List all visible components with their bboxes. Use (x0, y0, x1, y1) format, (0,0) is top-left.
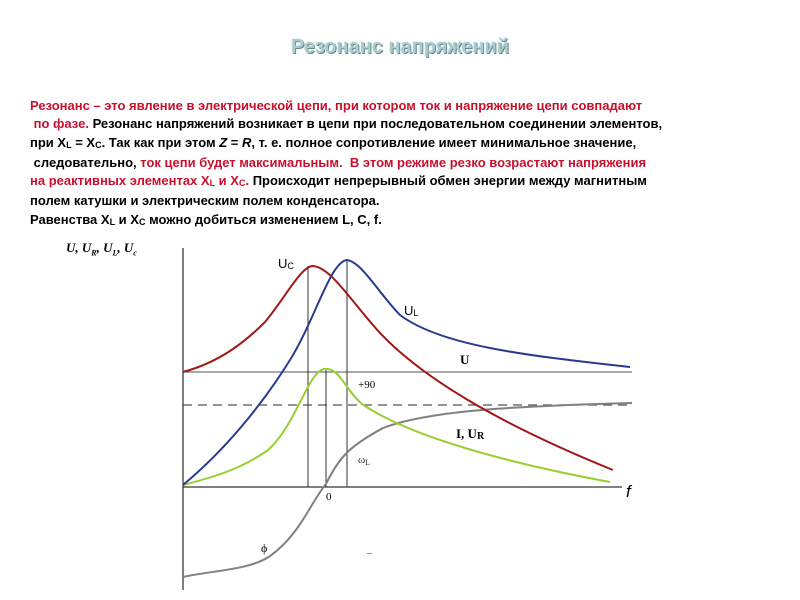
desc-l3-e: , т. е. полное сопротивление имеет минимальное значение, (251, 134, 637, 150)
desc-l7-b: и X (115, 211, 139, 227)
current-curve (183, 369, 610, 485)
desc-series-text: Резонанс напряжений возникает в цепи при последовательном соединении элементов, (92, 116, 663, 132)
desc-l3-c: . Так как при этом (101, 134, 220, 150)
desc-l3-b: = X (71, 134, 96, 150)
desc-l7-sub-l: L (109, 216, 116, 227)
desc-l3-sub-l: L (66, 139, 72, 150)
zero-label: 0 (326, 491, 332, 503)
u-label: U (460, 352, 470, 367)
omega-label: ωL (358, 454, 371, 467)
desc-l3-sub-c: C (95, 139, 102, 150)
desc-l3-a: при X (30, 134, 67, 150)
desc-l5-b: и X (215, 173, 239, 189)
phi-curve (183, 403, 632, 577)
desc-l7-c: можно добиться изменением L, C, f. (145, 211, 382, 227)
ylabel-sub-r: R (91, 248, 97, 258)
desc-l4-red2: В этом режиме резко возрастают напряжения (349, 154, 647, 170)
desc-l5-a: на реактивных элементах X (30, 173, 210, 189)
uc-label: UC (278, 256, 294, 271)
desc-l3-z: Z (219, 134, 228, 150)
ylabel-sep1: , U (96, 240, 113, 255)
ylabel-u: U, U (66, 240, 92, 255)
desc-l5-sub-c: C (238, 178, 246, 189)
desc-l3-d: = (227, 134, 243, 150)
desc-l5-black: Происходит непрерывный обмен энергии между магнитным (252, 173, 647, 189)
phi-label: ϕ (261, 541, 268, 555)
desc-l4-black: следовательно, (33, 154, 137, 170)
desc-line-6: полем катушки и электрическим полем конденсатора. (30, 193, 380, 209)
ylabel-sub-c: c (133, 248, 137, 258)
desc-l5-sub-l: L (209, 178, 216, 189)
desc-phase-text: по фазе. (33, 116, 89, 132)
desc-l4-red1: ток цепи будет максимальным. (140, 154, 343, 170)
frequency-axis-label: f (626, 482, 631, 501)
desc-l7-a: Равенства X (30, 211, 110, 227)
desc-l5-c: . (245, 173, 250, 189)
desc-l3-r: R (242, 134, 252, 150)
current-label: I, UR (456, 426, 485, 442)
desc-l7-sub-c: C (138, 216, 146, 227)
minus-label: – (367, 548, 372, 559)
ul-label: UL (404, 303, 419, 318)
uc-curve (183, 266, 613, 470)
page-title: Резонанс напряжений (290, 36, 510, 58)
plus90-label: +90 (358, 379, 376, 391)
desc-line-1: Резонанс – это явление в электрической цепи, при котором ток и напряжение цепи совпадают (30, 98, 643, 113)
ylabel-sub-l: L (112, 248, 118, 258)
ylabel-sep2: , U (117, 240, 134, 255)
